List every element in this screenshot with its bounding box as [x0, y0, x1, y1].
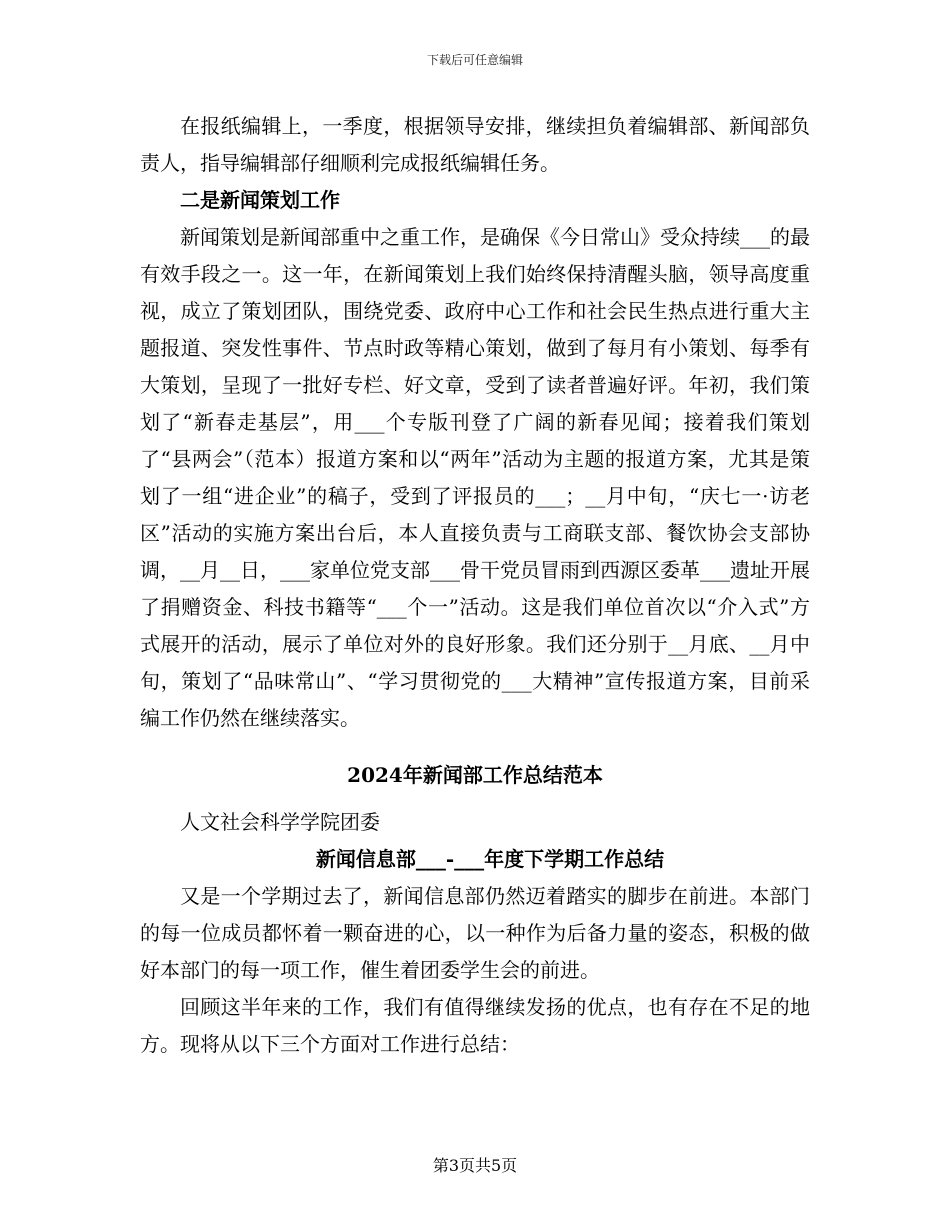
paragraph-review: 回顾这半年来的工作，我们有值得继续发扬的优点，也有存在不足的地方。现将从以下三个方面对工作进行总结：: [140, 995, 810, 1056]
paragraph-news-planning: 新闻策划是新闻部重中之重工作，是确保《今日常山》受众持续___的最有效手段之一。这一年，在新闻策划上我们始终保持清醒头脑，领导高度重视，成立了策划团队，围绕党委、政府中心工作和社会民生热点进行重大主题报道、突发性事件、节点时政等精心策划，做到了每月有小策划、每季有大策划，呈现了一批好专栏、好文章，受到了读者普遍好评。年初，我们策划了“新春走基层”，用___个专版刊登了广阔的新春见闻；接着我们策划了“县两会”（范本）报道方案和以“两年”活动为主题的报道方案，尤其是策划了一组“进企业”的稿子，受到了评报员的___；__月中旬，“庆七一·访老区”活动的实施方案出台后，本人直接负责与工商联支部、餐饮协会支部协调，__月__日，___家单位党支部___骨干党员冒雨到西源区委革___遗址开展了捐赠资金、科技书籍等“___个一”活动。这是我们单位首次以“介入式”方式展开的活动，展示了单位对外的良好形象。我们还分别于__月底、__月中旬，策划了“品味常山”、“学习贯彻党的___大精神”宣传报道方案，目前采编工作仍然在继续落实。: [140, 225, 810, 730]
section-heading-news-planning: 二是新闻策划工作: [180, 188, 340, 212]
document-title: 2024年新闻部工作总结范本: [347, 763, 603, 787]
document-body: [140, 108, 810, 1063]
organization-name: 人文社会科学学院团委: [180, 810, 380, 834]
paragraph-semester-intro: 又是一个学期过去了，新闻信息部仍然迈着踏实的脚步在前进。本部门的每一位成员都怀着一颗奋进的心，以一种作为后备力量的姿态，积极的做好本部门的每一项工作，催生着团委学生会的前进。: [140, 884, 810, 982]
document-subtitle: 新闻信息部___-___年度下学期工作总结: [315, 847, 665, 871]
page-number: 第3页共5页: [432, 1156, 518, 1175]
paragraph-newspaper-editing: 在报纸编辑上，一季度，根据领导安排，继续担负着编辑部、新闻部负责人，指导编辑部仔细顺利完成报纸编辑任务。: [140, 114, 810, 175]
page-header-note: 下载后可任意编辑: [426, 53, 523, 67]
